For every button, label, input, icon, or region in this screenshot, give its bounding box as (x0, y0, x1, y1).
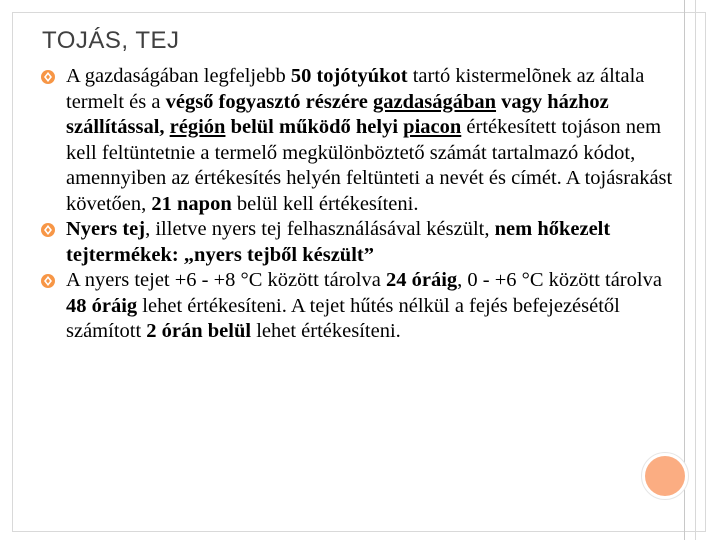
bullet-text-segment: vagy házhoz szállítással, (66, 90, 609, 138)
bullet-text-segment: lehet értékesíteni. A tejet hűtés nélkül a fejés befejezésétől számított (66, 294, 620, 342)
bullet-item (40, 268, 680, 345)
bullet-text-segment: A gazdaságában legfeljebb (66, 65, 291, 87)
diamond-bullet-icon (40, 69, 56, 85)
bullet-text-segment: , illetve nyers tej felhasználásával készült, (145, 218, 495, 240)
decorative-vertical-line (684, 0, 685, 540)
diamond-bullet-icon (40, 273, 56, 289)
bullet-text-segment: 50 tojótyúkot (290, 65, 408, 87)
slide-title: TOJÁS, TEJ (42, 27, 180, 54)
bullet-item (40, 217, 680, 268)
bullet-item (40, 64, 680, 217)
bullet-text-segment: gazdaságában (373, 90, 497, 113)
bullet-text-segment: 48 óráig (66, 294, 138, 317)
bullet-text-segment: Nyers tej (66, 218, 146, 240)
bullet-text-segment: belül kell értékesíteni. (231, 192, 419, 215)
bullet-text-segment: A nyers tejet +6 - +8 °C között tárolva (66, 269, 386, 291)
diamond-bullet-icon (40, 222, 56, 238)
bullet-text-segment: 21 napon (151, 192, 232, 215)
bullet-text-segment: piacon (403, 116, 462, 138)
bullet-list (40, 64, 680, 345)
bullet-text-segment: nem hőkezelt tejtermékek: „nyers tejből készült” (66, 218, 611, 266)
bullet-text-segment: belül működő helyi (225, 116, 404, 138)
bullet-text-segment: 2 órán belül (146, 320, 252, 342)
bullet-text-segment: tartó kistermelõnek az általa termelt és a (66, 65, 645, 113)
bullet-text-segment: 24 óráig (385, 269, 458, 291)
decorative-vertical-line (695, 0, 696, 540)
bullet-text-segment: lehet értékesíteni. (251, 320, 401, 342)
bullet-text-segment: végső fogyasztó részére (165, 90, 373, 113)
decorative-circle-icon (641, 452, 689, 500)
bullet-text-segment: , 0 - +6 °C között tárolva (457, 269, 662, 291)
bullet-text-segment: értékesített tojáson nem kell feltüntetnie a termelő megkülönböztető számát tartalmazó kódot, amennyiben az értékesítés helyén feltünteti a nevét és címét. A tojásrakást követően, (66, 116, 673, 215)
bullet-text-segment: régión (169, 116, 226, 138)
